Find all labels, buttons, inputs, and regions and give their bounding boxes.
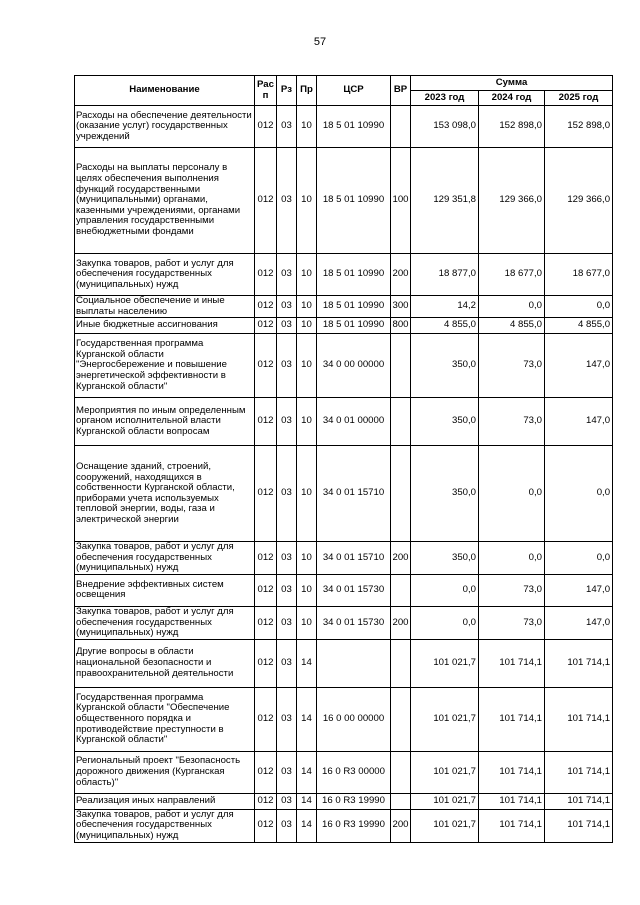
row-pr: 14: [297, 639, 317, 687]
row-pr: 10: [297, 574, 317, 606]
row-name: Реализация иных направлений: [75, 793, 255, 809]
row-vr: 100: [391, 148, 411, 254]
row-ras: 012: [255, 639, 277, 687]
row-2023: 153 098,0: [411, 106, 479, 148]
row-vr: [391, 398, 411, 446]
row-2025: 18 677,0: [545, 254, 613, 296]
header-rz: Рз: [277, 76, 297, 106]
row-vr: 200: [391, 542, 411, 575]
table-row: [75, 254, 613, 296]
row-2025: 129 366,0: [545, 148, 613, 254]
header-pr: Пр: [297, 76, 317, 106]
row-2025: 147,0: [545, 574, 613, 606]
row-2023: 101 021,7: [411, 809, 479, 842]
table-row: [75, 318, 613, 334]
row-name: Закупка товаров, работ и услуг для обеспечения государственных (муниципальных) нужд: [75, 542, 255, 575]
row-pr: 10: [297, 318, 317, 334]
row-2023: 350,0: [411, 334, 479, 398]
row-name: Закупка товаров, работ и услуг для обеспечения государственных (муниципальных) нужд: [75, 606, 255, 639]
table-row: [75, 334, 613, 398]
row-2024: 18 677,0: [479, 254, 545, 296]
row-2025: 152 898,0: [545, 106, 613, 148]
row-ras: 012: [255, 148, 277, 254]
row-name: Внедрение эффективных систем освещения: [75, 574, 255, 606]
row-name: Государственная программа Курганской области "Энергосбережение и повышение энергетической эффективности в Курганской области": [75, 334, 255, 398]
row-rz: 03: [277, 606, 297, 639]
row-2025: 147,0: [545, 606, 613, 639]
row-2023: 0,0: [411, 574, 479, 606]
row-2023: 101 021,7: [411, 639, 479, 687]
row-rz: 03: [277, 639, 297, 687]
row-vr: 300: [391, 296, 411, 318]
row-2024: 73,0: [479, 398, 545, 446]
row-ras: 012: [255, 446, 277, 542]
row-rz: 03: [277, 809, 297, 842]
row-csr: 34 0 01 15710: [317, 446, 391, 542]
row-ras: 012: [255, 687, 277, 751]
row-2024: 101 714,1: [479, 751, 545, 793]
row-csr: 18 5 01 10990: [317, 318, 391, 334]
header-2023: 2023 год: [411, 91, 479, 106]
row-csr: 16 0 R3 19990: [317, 793, 391, 809]
row-2024: 4 855,0: [479, 318, 545, 334]
row-pr: 10: [297, 334, 317, 398]
table-row: [75, 687, 613, 751]
row-rz: 03: [277, 574, 297, 606]
row-rz: 03: [277, 148, 297, 254]
row-2025: 4 855,0: [545, 318, 613, 334]
row-name: Расходы на обеспечение деятельности (оказание услуг) государственных учреждений: [75, 106, 255, 148]
row-2024: 73,0: [479, 574, 545, 606]
row-csr: 18 5 01 10990: [317, 106, 391, 148]
header-summa: Сумма: [411, 76, 613, 91]
row-vr: [391, 687, 411, 751]
row-pr: 10: [297, 254, 317, 296]
row-name: Закупка товаров, работ и услуг для обеспечения государственных (муниципальных) нужд: [75, 254, 255, 296]
row-name: Социальное обеспечение и иные выплаты населению: [75, 296, 255, 318]
row-pr: 10: [297, 106, 317, 148]
table-row: [75, 809, 613, 842]
row-2024: 101 714,1: [479, 639, 545, 687]
row-2025: 147,0: [545, 398, 613, 446]
row-vr: [391, 446, 411, 542]
table-row: [75, 542, 613, 575]
row-ras: 012: [255, 574, 277, 606]
table-body: [75, 106, 613, 843]
row-ras: 012: [255, 106, 277, 148]
row-2025: 101 714,1: [545, 687, 613, 751]
row-2024: 0,0: [479, 446, 545, 542]
row-ras: 012: [255, 542, 277, 575]
header-csr: ЦСР: [317, 76, 391, 106]
row-vr: 800: [391, 318, 411, 334]
row-2023: 129 351,8: [411, 148, 479, 254]
table-row: [75, 606, 613, 639]
table-row: [75, 148, 613, 254]
row-name: Иные бюджетные ассигнования: [75, 318, 255, 334]
row-2025: 0,0: [545, 296, 613, 318]
row-2024: 73,0: [479, 606, 545, 639]
row-2024: 101 714,1: [479, 793, 545, 809]
row-pr: 10: [297, 446, 317, 542]
row-csr: 34 0 01 15710: [317, 542, 391, 575]
row-name: Расходы на выплаты персоналу в целях обеспечения выполнения функций государственными (муниципальными) органами, казенными учреждениями, органами управления государственными внебюджетными фондами: [75, 148, 255, 254]
budget-table: [74, 75, 613, 843]
row-name: Другие вопросы в области национальной безопасности и правоохранительной деятельности: [75, 639, 255, 687]
row-2023: 350,0: [411, 398, 479, 446]
row-2025: 0,0: [545, 446, 613, 542]
row-pr: 14: [297, 809, 317, 842]
header-2024: 2024 год: [479, 91, 545, 106]
row-2024: 152 898,0: [479, 106, 545, 148]
row-csr: 34 0 01 00000: [317, 398, 391, 446]
row-vr: [391, 639, 411, 687]
row-rz: 03: [277, 687, 297, 751]
row-csr: 18 5 01 10990: [317, 254, 391, 296]
row-csr: 16 0 R3 00000: [317, 751, 391, 793]
table-row: [75, 793, 613, 809]
row-2023: 0,0: [411, 606, 479, 639]
row-ras: 012: [255, 606, 277, 639]
table-row: [75, 446, 613, 542]
row-vr: [391, 793, 411, 809]
row-csr: 18 5 01 10990: [317, 296, 391, 318]
header-ras: Рас п: [255, 76, 277, 106]
row-ras: 012: [255, 334, 277, 398]
row-name: Государственная программа Курганской области "Обеспечение общественного порядка и противодействие преступности в Курганской области": [75, 687, 255, 751]
row-2024: 101 714,1: [479, 809, 545, 842]
row-rz: 03: [277, 254, 297, 296]
row-2023: 14,2: [411, 296, 479, 318]
row-rz: 03: [277, 106, 297, 148]
row-name: Оснащение зданий, строений, сооружений, находящихся в собственности Курганской области, приборами учета используемых тепловой энергии, воды, газа и электрической энергии: [75, 446, 255, 542]
row-2024: 73,0: [479, 334, 545, 398]
row-ras: 012: [255, 793, 277, 809]
row-2024: 0,0: [479, 542, 545, 575]
row-2023: 101 021,7: [411, 751, 479, 793]
row-2023: 101 021,7: [411, 793, 479, 809]
row-vr: [391, 334, 411, 398]
row-ras: 012: [255, 318, 277, 334]
row-rz: 03: [277, 398, 297, 446]
row-vr: 200: [391, 606, 411, 639]
table-row: [75, 106, 613, 148]
row-pr: 14: [297, 687, 317, 751]
row-2024: 101 714,1: [479, 687, 545, 751]
row-2023: 101 021,7: [411, 687, 479, 751]
row-2025: 101 714,1: [545, 809, 613, 842]
header-2025: 2025 год: [545, 91, 613, 106]
row-name: Закупка товаров, работ и услуг для обеспечения государственных (муниципальных) нужд: [75, 809, 255, 842]
row-vr: 200: [391, 254, 411, 296]
row-2025: 0,0: [545, 542, 613, 575]
page-number: 57: [313, 36, 327, 48]
row-pr: 10: [297, 148, 317, 254]
table-row: [75, 296, 613, 318]
row-rz: 03: [277, 751, 297, 793]
row-2025: 101 714,1: [545, 639, 613, 687]
row-name: Мероприятия по иным определенным органом исполнительной власти Курганской области вопросам: [75, 398, 255, 446]
row-pr: 10: [297, 398, 317, 446]
row-ras: 012: [255, 254, 277, 296]
table-row: [75, 751, 613, 793]
row-2024: 0,0: [479, 296, 545, 318]
row-vr: 200: [391, 809, 411, 842]
row-2023: 4 855,0: [411, 318, 479, 334]
row-csr: 18 5 01 10990: [317, 148, 391, 254]
row-rz: 03: [277, 793, 297, 809]
row-rz: 03: [277, 318, 297, 334]
row-name: Региональный проект "Безопасность дорожного движения (Курганская область)": [75, 751, 255, 793]
row-ras: 012: [255, 398, 277, 446]
row-csr: 34 0 01 15730: [317, 574, 391, 606]
header-name: Наименование: [75, 76, 255, 106]
header-vr: ВР: [391, 76, 411, 106]
row-pr: 10: [297, 542, 317, 575]
row-csr: 34 0 00 00000: [317, 334, 391, 398]
row-csr: 16 0 00 00000: [317, 687, 391, 751]
table-row: [75, 398, 613, 446]
row-2023: 18 877,0: [411, 254, 479, 296]
row-rz: 03: [277, 446, 297, 542]
row-2023: 350,0: [411, 542, 479, 575]
row-ras: 012: [255, 751, 277, 793]
row-rz: 03: [277, 334, 297, 398]
row-rz: 03: [277, 296, 297, 318]
row-csr: [317, 639, 391, 687]
table-row: [75, 639, 613, 687]
row-2023: 350,0: [411, 446, 479, 542]
row-2025: 147,0: [545, 334, 613, 398]
row-rz: 03: [277, 542, 297, 575]
row-pr: 10: [297, 606, 317, 639]
row-ras: 012: [255, 809, 277, 842]
row-2025: 101 714,1: [545, 793, 613, 809]
row-2024: 129 366,0: [479, 148, 545, 254]
table-row: [75, 574, 613, 606]
row-csr: 34 0 01 15730: [317, 606, 391, 639]
row-ras: 012: [255, 296, 277, 318]
row-pr: 14: [297, 793, 317, 809]
row-vr: [391, 751, 411, 793]
row-pr: 14: [297, 751, 317, 793]
row-vr: [391, 106, 411, 148]
row-csr: 16 0 R3 19990: [317, 809, 391, 842]
row-2025: 101 714,1: [545, 751, 613, 793]
row-vr: [391, 574, 411, 606]
row-pr: 10: [297, 296, 317, 318]
